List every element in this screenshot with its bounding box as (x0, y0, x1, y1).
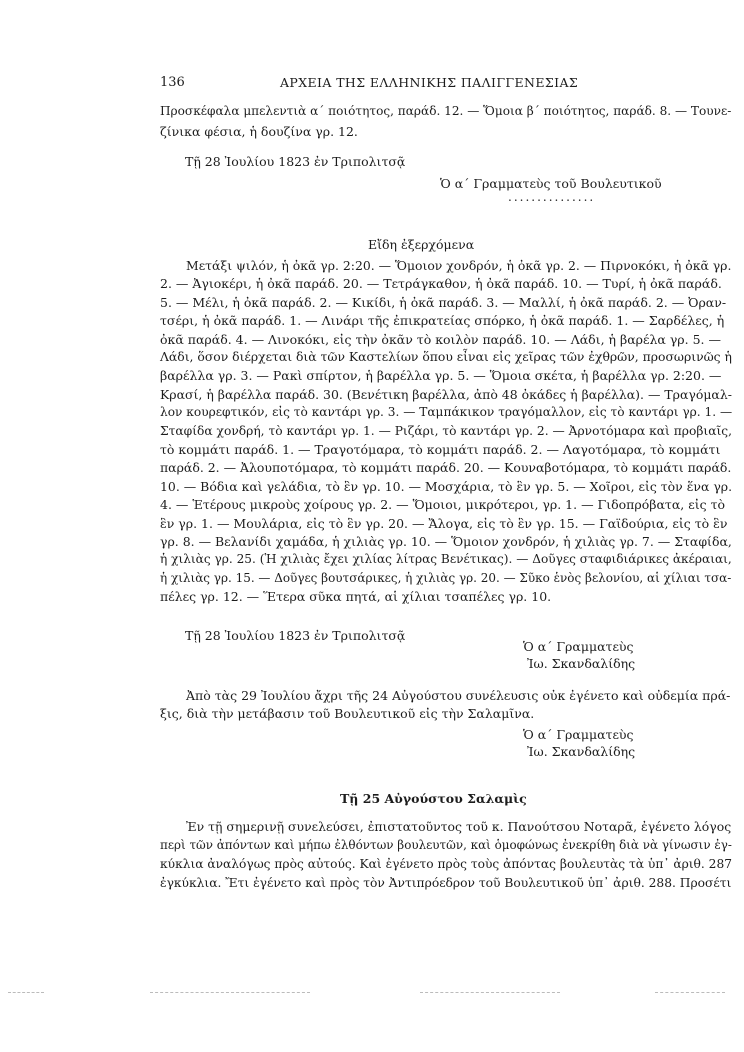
paragraph-line: τσέρι, ἡ ὀκᾶ παράδ. 1. — Λινάρι τῆς ἐπικρατείας σπόρκο, ἡ ὀκᾶ παράδ. 1. — Σαρδέλες, ἡ (160, 313, 725, 329)
paragraph-line: Μετάξι ψιλόν, ἡ ὀκᾶ γρ. 2:20. — Ὅμοιον χονδρόν, ἡ ὀκᾶ γρ. 2. — Πιρνοκόκι, ἡ ὀκᾶ γρ. (186, 258, 732, 273)
paragraph-line: ἓν γρ. 1. — Μουλάρια, εἰς τὸ ἓν γρ. 20. — Ἄλογα, εἰς τὸ ἓν γρ. 15. — Γαϊδούρια, εἰς τὸ ἓν (160, 515, 728, 531)
session-heading: Τῇ 25 Αὐγούστου Σαλαμὶς (340, 791, 527, 806)
paragraph-line: ἡ χιλιὰς γρ. 25. (Ἡ χιλιὰς ἔχει χιλίας λίτρας Βενέτικας). — Δοῦγες σταφιδιάρικες ἀκέραιαι, (160, 552, 732, 567)
paragraph-line: 4. — Ἑτέρους μικροὺς χοίρους γρ. 2. — Ὅμοιοι, μικρότεροι, γρ. 1. — Γιδοπρόβατα, εἰς τὸ (160, 497, 726, 513)
paragraph-line: ὀκᾶ παράδ. 4. — Λινοκόκι, εἰς τὴν ὀκᾶν τὸ κοιλὸν παράδ. 10. — Λάδι, ἡ βαρέλα γρ. 5. — (160, 331, 721, 347)
paragraph-line: περὶ τῶν ἀπόντων καὶ μήπω ἐλθόντων βουλευτῶν, καὶ ὁμοφώνως ἐνεκρίθη διὰ νὰ γίνωσιν ἐγ- (160, 838, 732, 852)
scan-edge-mark-mid-left (150, 992, 310, 993)
paragraph-line: Λάδι, ὅσον διέρχεται διὰ τῶν Καστελίων ὅπου εἶναι εἰς χεῖρας τῶν ἐχθρῶν, προσωρινῶς ἡ (160, 350, 732, 364)
date-line-1: Τῇ 28 Ἰουλίου 1823 ἐν Τριπολιτσᾷ (185, 154, 406, 169)
scan-edge-mark-left (8, 992, 44, 993)
paragraph-line: ζίνικα φέσια, ἡ δουζίνα γρ. 12. (160, 124, 358, 139)
paragraph-line: Ἐν τῇ σημερινῇ συνελεύσει, ἐπιστατοῦντος τοῦ κ. Πανούτσου Νοταρᾶ, ἐγένετο λόγος (186, 819, 732, 834)
paragraph-line: λον κουρεφτικόν, εἰς τὸ καντάρι γρ. 3. — Ταμπάκικον τραγόμαλλον, εἰς τὸ καντάρι γρ. 1. — (160, 405, 733, 420)
paragraph-line: Ἀπὸ τὰς 29 Ἰουλίου ἄχρι τῆς 24 Αὐγούστου συνέλευσις οὐκ ἐγένετο καὶ οὐδεμία πρά- (186, 688, 731, 703)
signature-1-dots: ............... (508, 190, 596, 204)
running-header-title: ΑΡΧΕΙΑ ΤΗΣ ΕΛΛΗΝΙΚΗΣ ΠΑΛΙΓΓΕΝΕΣΙΑΣ (280, 75, 579, 90)
paragraph-line: ἐγκύκλια. Ἔτι ἐγένετο καὶ πρὸς τὸν Ἀντιπρόεδρον τοῦ Βουλευτικοῦ ὑπ᾽ ἀριθ. 288. Προσέτι (160, 876, 732, 890)
paragraph-line: Κρασί, ἡ βαρέλλα παράδ. 30. (Βενέτικη βαρέλλα, ἀπὸ 48 ὀκάδες ἡ βαρέλλα). — Τραγόμαλ- (160, 386, 732, 402)
paragraph-line: Σταφίδα χονδρή, τὸ καντάρι γρ. 1. — Ριζάρι, τὸ καντάρι γρ. 2. — Ἀρνοτόμαρα καὶ προβιαῖς, (160, 423, 733, 438)
paragraph-line: παράδ. 2. — Ἀλουποτόμαρα, τὸ κομμάτι παράδ. 20. — Κουναβοτόμαρα, τὸ κομμάτι παράδ. (160, 460, 732, 476)
paragraph-line: ἡ χιλιὰς γρ. 15. — Δοῦγες βουτσάρικες, ἡ χιλιὰς γρ. 20. — Σῦκο ἑνὸς βελονίου, αἱ χίλιαι τσα- (160, 570, 732, 585)
signature-1-title: Ὁ α΄ Γραμματεὺς τοῦ Βουλευτικοῦ (440, 176, 662, 191)
paragraph-line: γρ. 8. — Βελανίδι χαμάδα, ἡ χιλιὰς γρ. 10. — Ὅμοιον χονδρόν, ἡ χιλιὰς γρ. 7. — Σταφίδα, (160, 534, 732, 549)
section-heading-exports: Εἴδη ἐξερχόμενα (368, 237, 475, 252)
paragraph-line: βαρέλλα γρ. 3. — Ρακὶ σπίρτον, ἡ βαρέλλα γρ. 5. — Ὅμοια σκέτα, ἡ βαρέλλα γρ. 2:20. — (160, 368, 722, 384)
paragraph-line: Προσκέφαλα μπελεντιὰ α΄ ποιότητος, παράδ. 12. — Ὅμοια β΄ ποιότητος, παράδ. 8. — Τουνε- (160, 104, 732, 118)
signature-2-name: Ἰω. Σκανδαλίδης (527, 656, 636, 671)
signature-2-title: Ὁ α΄ Γραμματεὺς (523, 639, 634, 654)
paragraph-line: 10. — Βόδια καὶ γελάδια, τὸ ἓν γρ. 10. — Μοσχάρια, τὸ ἓν γρ. 5. — Χοῖροι, εἰς τὸν ἕνα γρ. (160, 478, 733, 494)
paragraph-line: 5. — Μέλι, ἡ ὀκᾶ παράδ. 2. — Κικίδι, ἡ ὀκᾶ παράδ. 3. — Μαλλί, ἡ ὀκᾶ παράδ. 2. — Ὀραν- (160, 294, 727, 310)
paragraph-line: ξις, διὰ τὴν μετάβασιν τοῦ Βουλευτικοῦ εἰς τὴν Σαλαμῖνα. (160, 706, 535, 721)
date-line-2: Τῇ 28 Ἰουλίου 1823 ἐν Τριπολιτσᾷ (185, 628, 406, 643)
paragraph-line: 2. — Ἀγιοκέρι, ἡ ὀκᾶ παράδ. 20. — Τετράγκαθον, ἡ ὀκᾶ παράδ. 10. — Τυρί, ἡ ὀκᾶ παράδ. (160, 276, 722, 292)
scan-edge-mark-mid-right (420, 992, 560, 993)
signature-3-title: Ὁ α΄ Γραμματεὺς (523, 727, 634, 742)
scan-edge-mark-right (655, 992, 725, 993)
signature-3-name: Ἰω. Σκανδαλίδης (527, 744, 636, 759)
paragraph-line: τὸ κομμάτι παράδ. 1. — Τραγοτόμαρα, τὸ κομμάτι παράδ. 2. — Λαγοτόμαρα, τὸ κομμάτι (160, 442, 721, 457)
page-number: 136 (160, 75, 185, 90)
paragraph-line: πέλες γρ. 12. — Ἕτερα σῦκα πητά, αἱ χίλιαι τσαπέλες γρ. 10. (160, 589, 552, 605)
paragraph-line: κύκλια ἀναλόγως πρὸς αὐτούς. Καὶ ἐγένετο πρὸς τοὺς ἀπόντας βουλευτὰς τὰ ὑπ᾽ ἀριθ. 287 (160, 857, 733, 871)
